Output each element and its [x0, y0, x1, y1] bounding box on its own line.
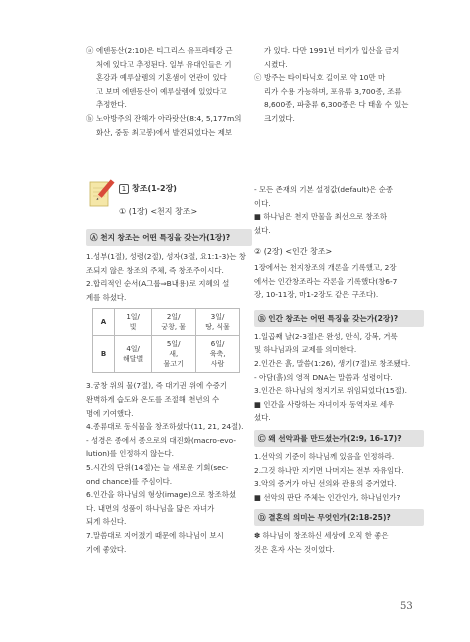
table-cell: 4일/ 해달별: [115, 336, 152, 373]
line-text: 8,600종, 파충류 6,300종은 다 태울 수 있는: [264, 100, 409, 110]
subsection-2-body: [254, 261, 424, 302]
text-line: [254, 112, 424, 126]
list-item: 7.말씀대로 지어졌기 때문에 하나님이 보시: [86, 530, 224, 540]
list-item: 3.궁창 위의 물(7절), 즉 대기권 위에 수증기: [86, 381, 228, 391]
list-item: - 모든 존재의 기본 설정값(default)은 순종: [254, 185, 393, 194]
d-items: [254, 529, 424, 556]
list-item: 조되지 않은 창조의 주체, 즉 창조주이시다.: [86, 265, 224, 275]
list-item: 되게 하신다.: [86, 517, 127, 527]
line-text: 시켰다.: [264, 59, 288, 69]
line-text: 리가 수용 가능하며, 포유류 3,700종, 조류: [264, 86, 402, 96]
text-line: [86, 126, 282, 140]
list-item: ■ 선악의 판단 주체는 인간인가, 하나님인가?: [254, 492, 401, 502]
table-cell: 5일/ 새, 물고기: [152, 336, 196, 373]
left-column: [86, 229, 252, 556]
list-marker: ⓑ: [86, 113, 94, 123]
list-item: 1.성부(1절), 성령(2절), 성자(3절, 요1:1-3)는 창: [86, 252, 246, 261]
right-intro: [254, 183, 424, 237]
list-item: lution)를 인정하지 않는다.: [86, 449, 174, 459]
line-text: 처에 있다고 추정된다. 일부 유대인들은 기: [96, 59, 232, 69]
list-item: 및 하나님과의 교제를 의미한다.: [254, 345, 357, 355]
line-text: 가 있다. 다만 1991년 터키가 입산을 금지: [264, 46, 400, 55]
list-item: 5.시간의 단위(14절)는 늘 새로운 기회(sec-: [86, 462, 229, 472]
list-item: ✽ 하나님이 창조하신 세상에 오직 한 좋은: [254, 531, 389, 541]
list-item: 계를 하셨다.: [86, 292, 127, 302]
heading-a: Ⓐ 천지 창조는 어떤 특징을 갖는가(1장)?: [86, 229, 252, 246]
text-line: [254, 44, 424, 58]
table-row: [93, 309, 240, 336]
a-items-part1: [86, 250, 252, 304]
text-line: [254, 85, 424, 99]
list-item: 1.선악의 기준이 하나님께 있음을 인정하라.: [254, 451, 395, 461]
list-item: 완벽하게 습도와 온도를 조절해 천년의 수: [86, 394, 220, 404]
heading-b: Ⓑ 인간 창조는 어떤 특징을 갖는가(2장)?: [254, 310, 424, 327]
row-label: B: [93, 336, 115, 373]
table-cell: 1일/ 빛: [115, 309, 152, 336]
line-text: 노아방주의 잔해가 아라랏산(8:4, 5,177m의: [96, 113, 242, 123]
list-item: - 성경은 종에서 종으로의 대진화(macro-evo-: [86, 435, 237, 445]
list-item: 이다.: [254, 198, 271, 208]
text-line: [86, 58, 282, 72]
line-text: 추정한다.: [96, 100, 127, 110]
pencil-icon: [86, 176, 116, 210]
line-text: 방주는 타이타닉호 길이로 약 10만 마: [264, 73, 386, 83]
text-line: [254, 71, 424, 85]
list-item: 3.악의 증거가 아닌 선의와 관용의 증거였다.: [254, 479, 397, 489]
line-text: 크기였다.: [264, 113, 295, 123]
paragraph-line: 장, 10-11장, 마1-2장도 같은 구조다).: [254, 290, 379, 300]
text-line: [86, 44, 282, 58]
line-text: 에덴동산(2:10)은 티그리스 유프라테강 근: [96, 46, 233, 55]
c-items: [254, 450, 424, 504]
list-item: ond chance)를 주심이다.: [86, 476, 173, 486]
list-item: 3.인간은 하나님의 청지기로 위임되었다(15절).: [254, 386, 407, 396]
list-item: - 아담(흙)의 영적 DNA는 말씀과 성령이다.: [254, 372, 393, 382]
page-number: 53: [400, 601, 413, 612]
list-item: ■ 인간을 사랑하는 자녀이자 동역자로 세우: [254, 399, 395, 409]
text-line: [86, 98, 282, 112]
heading-c: Ⓒ 왜 선악과를 만드셨는가(2:9, 16-17)?: [254, 430, 424, 447]
row-label: A: [93, 309, 115, 336]
list-marker: ⓒ: [254, 73, 262, 83]
table-cell: 2일/ 궁창, 물: [152, 309, 196, 336]
list-item: 명에 기여했다.: [86, 408, 134, 418]
list-item: 기에 좋았다.: [86, 544, 127, 554]
list-item: 4.종류대로 동식물을 창조하셨다(11, 21, 24절).: [86, 422, 244, 432]
table-row: [93, 336, 240, 373]
text-line: [86, 85, 282, 99]
list-item: 것은 혼자 사는 것이었다.: [254, 544, 335, 554]
top-left-notes: [86, 44, 282, 139]
text-line: [86, 71, 282, 85]
text-line: [254, 98, 424, 112]
section-subtitle: ① (1장) <천지 창조>: [119, 207, 198, 216]
line-text: 화산, 중동 최고봉)에서 발견되었다는 제보: [96, 127, 233, 137]
list-item: 다. 내면의 성품이 하나님을 닮은 자녀가: [86, 503, 215, 513]
table-cell: 6일/ 육축, 사람: [196, 336, 240, 373]
list-item: 2.합리적인 순서(A그룹⇒B내용)로 지혜의 설: [86, 279, 230, 289]
b-items: [254, 330, 424, 425]
list-item: 2.그것 하나만 지키면 나머지는 전부 자유임다.: [254, 465, 404, 475]
list-item: 6.인간을 하나님의 형상(image)으로 창조하셨: [86, 490, 236, 500]
list-item: 셨다.: [254, 225, 271, 235]
list-item: 1.일곱째 날(2-3절)은 완성, 안식, 강복, 거룩: [254, 331, 398, 341]
section-title: [119, 182, 177, 196]
creation-days-table: [92, 308, 240, 373]
top-right-notes: [254, 44, 424, 126]
line-text: 고 보며 에덴동산이 예루살렘에 있었다고: [96, 86, 227, 96]
section-number-icon: 1: [119, 184, 129, 194]
a-items-part2: [86, 379, 252, 556]
paragraph-line: 에서는 인간창조라는 각론을 기록했다(창6-7: [254, 276, 398, 286]
paragraph-line: 1장에서는 천지창조의 개론을 기록했고, 2장: [254, 262, 397, 272]
list-item: 2.인간은 흙, 말씀(1:26), 생기(7절)로 창조됐다.: [254, 358, 411, 368]
right-column: [254, 183, 424, 556]
section-divider: [86, 163, 426, 164]
text-line: [86, 112, 282, 126]
section-title-text: 창조(1-2장): [132, 184, 177, 193]
subsection-2-title: ② (2장) <인간 창조>: [254, 247, 333, 257]
list-marker: ⓐ: [86, 46, 94, 55]
line-text: 혼강과 예루살렘의 기혼샘이 연관이 있다: [96, 73, 227, 83]
table-cell: 3일/ 땅, 식물: [196, 309, 240, 336]
heading-d: Ⓓ 결혼의 의미는 무엇인가(2:18-25)?: [254, 509, 424, 526]
list-item: ■ 하나님은 천지 만물을 최선으로 창조하: [254, 212, 387, 222]
text-line: [254, 58, 424, 72]
list-item: 셨다.: [254, 413, 271, 423]
